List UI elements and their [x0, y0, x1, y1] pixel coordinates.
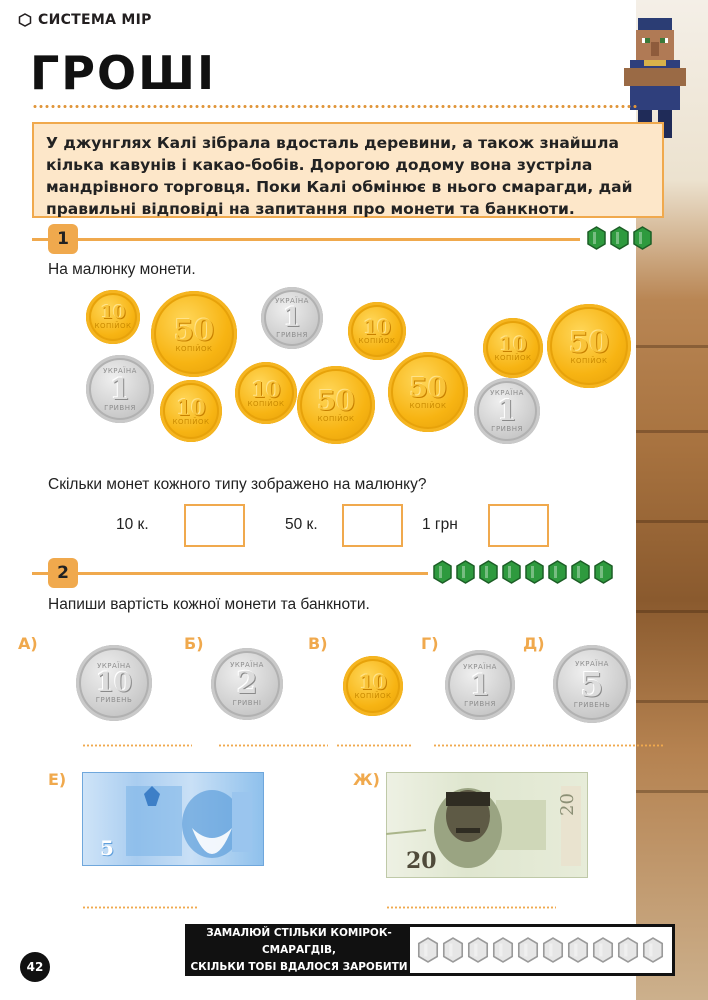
coin-value: 1: [497, 394, 517, 427]
task1-emeralds: [586, 226, 653, 250]
intro-text: У джунглях Калі зібрала вдосталь деревини, а також знайшла кілька кавунів і какао-бобів. Дорогою додому вона зустріла мандрівного торговця. Поки Калі обмінює в нього смарагди, дай правильні відповіді на запитання про монети та банкноти.: [32, 122, 664, 218]
emerald-slot-icon[interactable]: [516, 937, 540, 963]
task2-emerald-icon: [455, 560, 476, 584]
answer-line-zh[interactable]: [386, 906, 556, 909]
coin-denomination-label: ГРИВНЯ: [104, 403, 136, 412]
banknote-20-value-bottom: 20: [406, 848, 437, 874]
coin-value: 1: [109, 371, 131, 406]
emerald-slots: [410, 927, 665, 973]
coin-value: 2: [236, 666, 258, 701]
answer-label-10k: 10 к.: [116, 516, 149, 533]
coin-country-label: УКРАЇНА: [490, 389, 524, 397]
item-letter-e: Е): [48, 770, 67, 789]
tracker-line-2: СКІЛЬКИ ТОБІ ВДАЛОСЯ ЗАРОБИТИ: [190, 960, 408, 973]
dotted-divider: [32, 104, 638, 109]
coin-value: 50: [317, 385, 355, 417]
item-coin-5: [553, 645, 631, 723]
tracker-instruction: [188, 927, 410, 973]
banknote-5: [82, 772, 264, 866]
answer-line[interactable]: [548, 744, 664, 747]
emerald-slot-icon[interactable]: [466, 937, 490, 963]
coin-value: 1: [469, 667, 491, 702]
task2-emerald-icon: [524, 560, 545, 584]
coin-value: 10: [359, 670, 387, 694]
item-letter: В): [308, 634, 328, 653]
task2-emerald-icon: [593, 560, 614, 584]
coin-value: 10: [176, 394, 206, 420]
coin-10: [348, 302, 406, 360]
coin-denomination-label: КОПІЙОК: [247, 399, 285, 408]
answer-line[interactable]: [218, 744, 328, 747]
item-letter: Б): [184, 634, 204, 653]
emerald-slot-icon[interactable]: [641, 937, 665, 963]
page-number: 42: [20, 952, 50, 982]
coin-value: 50: [173, 312, 215, 347]
emerald-slot-icon[interactable]: [566, 937, 590, 963]
wandering-trader-icon: [624, 18, 686, 138]
coin-10: [483, 318, 543, 378]
coin-50: [547, 304, 631, 388]
coin-10: [86, 290, 140, 344]
coin-denomination-label: КОПІЙОК: [358, 337, 396, 345]
item-letter-zh: Ж): [353, 770, 380, 789]
coin-value: 50: [568, 324, 610, 359]
answer-box-50k[interactable]: [342, 504, 403, 547]
coin-1: [474, 378, 540, 444]
answer-line[interactable]: [82, 744, 192, 747]
coin-country-label: УКРАЇНА: [575, 659, 609, 668]
coin-denomination-label: ГРИВНЯ: [276, 331, 308, 339]
task1-divider: [32, 238, 580, 241]
banknote-5-value: 5: [100, 836, 114, 860]
coin-country-label: УКРАЇНА: [103, 366, 137, 375]
task1-prompt: На малюнку монети.: [48, 261, 196, 278]
emerald-slot-icon[interactable]: [441, 937, 465, 963]
coin-denomination-label: ГРИВНЯ: [491, 425, 523, 433]
emerald-slot-icon[interactable]: [541, 937, 565, 963]
coin-10: [235, 362, 297, 424]
answer-line[interactable]: [433, 744, 551, 747]
coin-denomination-label: КОПІЙОК: [175, 344, 213, 353]
item-coin-1: [445, 650, 515, 720]
coin-denomination-label: КОПІЙОК: [317, 414, 355, 423]
coin-1: [86, 355, 154, 423]
coin-value: 10: [363, 315, 391, 339]
coin-1: [261, 287, 323, 349]
coin-denomination-label: КОПІЙОК: [494, 354, 532, 362]
item-coin-2: [211, 648, 283, 720]
emerald-slot-icon[interactable]: [491, 937, 515, 963]
answer-label-1grn: 1 грн: [422, 516, 458, 533]
banknote-20-value-side: 20: [556, 793, 578, 816]
coin-value: 10: [100, 302, 126, 323]
task1-emerald-icon: [609, 226, 630, 250]
coin-value: 10: [499, 332, 527, 356]
emerald-tracker: [185, 924, 675, 976]
task2-emerald-icon: [478, 560, 499, 584]
task1-question: Скільки монет кожного типу зображено на малюнку?: [48, 476, 427, 493]
coin-50: [297, 366, 375, 444]
coin-denomination-label: ГРИВЕНЬ: [573, 700, 611, 709]
answer-box-1grn[interactable]: [488, 504, 549, 547]
item-letter: Г): [421, 634, 439, 653]
answer-line-e[interactable]: [82, 906, 198, 909]
tracker-line-1: ЗАМАЛЮЙ СТІЛЬКИ КОМІРОК-СМАРАГДІВ,: [206, 926, 392, 956]
coin-country-label: УКРАЇНА: [230, 661, 264, 669]
task2-prompt: Напиши вартість кожної монети та банкноти.: [48, 596, 370, 613]
task2-divider: [32, 572, 428, 575]
answer-line[interactable]: [336, 744, 412, 747]
task1-number-badge: 1: [48, 224, 78, 254]
item-coin-10: [76, 645, 152, 721]
coin-50: [151, 291, 237, 377]
section-title: СИСТЕМА МІР: [38, 12, 152, 28]
coin-denomination-label: ГРИВНЯ: [464, 699, 496, 708]
page-title: ГРОШІ: [30, 46, 217, 100]
coin-denomination-label: КОПІЙОК: [94, 322, 132, 330]
task2-emerald-icon: [547, 560, 568, 584]
coin-country-label: УКРАЇНА: [463, 662, 497, 671]
coin-value: 50: [409, 372, 447, 404]
hexagon-icon: [18, 13, 32, 27]
emerald-slot-icon[interactable]: [591, 937, 615, 963]
task1-emerald-icon: [632, 226, 653, 250]
coin-value: 10: [251, 376, 281, 402]
coin-50: [388, 352, 468, 432]
coin-denomination-label: КОПІЙОК: [354, 692, 392, 700]
task2-emeralds: [432, 560, 614, 584]
coin-country-label: УКРАЇНА: [97, 662, 131, 670]
coin-value: 5: [580, 664, 604, 704]
coin-country-label: УКРАЇНА: [275, 297, 309, 305]
section-header: [18, 12, 152, 28]
task2-emerald-icon: [432, 560, 453, 584]
task2-emerald-icon: [570, 560, 591, 584]
answer-box-10k[interactable]: [184, 504, 245, 547]
item-coin-10: [343, 656, 403, 716]
coin-denomination-label: КОПІЙОК: [172, 417, 210, 426]
coin-denomination-label: ГРИВЕНЬ: [95, 696, 133, 704]
coin-denomination-label: ГРИВНІ: [232, 699, 262, 707]
coin-value: 10: [95, 668, 133, 698]
coin-denomination-label: КОПІЙОК: [570, 356, 608, 365]
coin-10: [160, 380, 222, 442]
coin-denomination-label: КОПІЙОК: [409, 401, 447, 410]
item-letter: Д): [523, 634, 545, 653]
coin-value: 1: [282, 303, 302, 333]
banknote-20: [386, 772, 588, 878]
answer-label-50k: 50 к.: [285, 516, 318, 533]
item-letter: А): [18, 634, 38, 653]
emerald-slot-icon[interactable]: [616, 937, 640, 963]
emerald-slot-icon[interactable]: [416, 937, 440, 963]
task2-emerald-icon: [501, 560, 522, 584]
task2-number-badge: 2: [48, 558, 78, 588]
task1-emerald-icon: [586, 226, 607, 250]
